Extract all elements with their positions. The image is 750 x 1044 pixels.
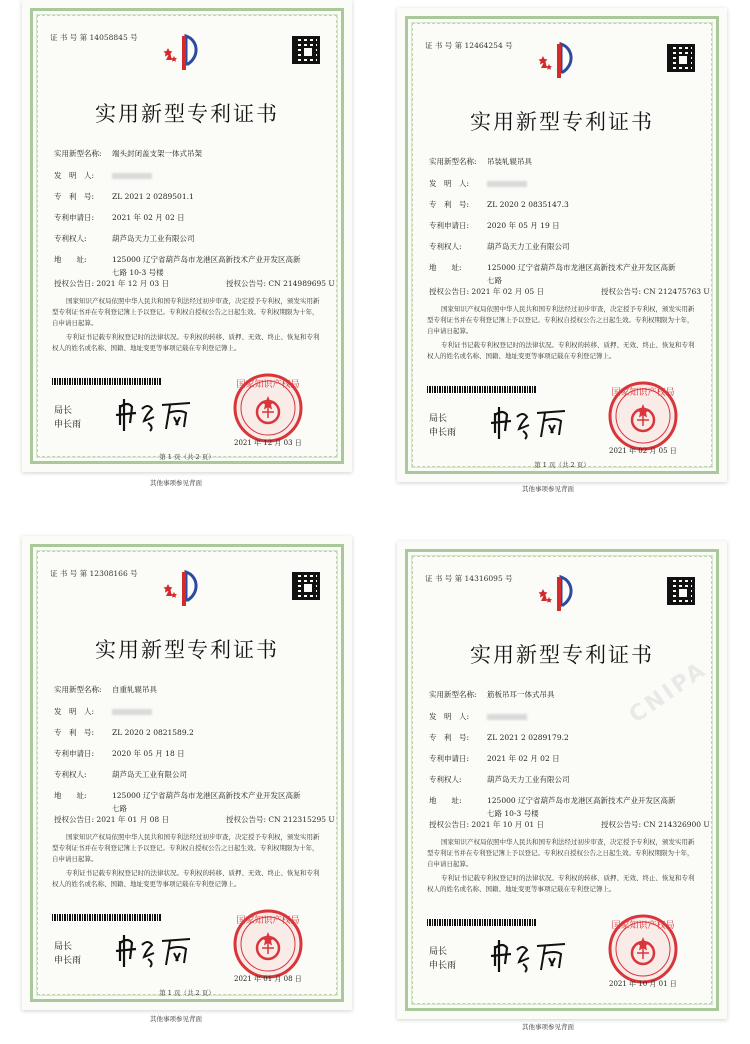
grant-date: 2021 年 01 月 08 日 [96, 815, 170, 824]
field-value: 吊装轧辊吊具 [487, 157, 532, 166]
utility-model-name [429, 689, 555, 700]
patent-number [54, 727, 194, 738]
qr-code-icon [667, 577, 695, 605]
director-name: 申长雨 [429, 428, 457, 438]
field-label: 专利申请日: [54, 213, 95, 222]
field-label: 授权公告日: [429, 820, 470, 829]
field-label: 专利权人: [54, 234, 87, 243]
certificate-3 [22, 536, 352, 1010]
director [429, 945, 456, 973]
patent-number [54, 191, 194, 202]
cnipa-logo-icon [162, 566, 206, 610]
field-label: 授权公告号: [601, 820, 642, 829]
field-value: 2020 年 05 月 19 日 [487, 221, 560, 230]
barcode [427, 919, 537, 926]
director [54, 940, 81, 968]
patentee [429, 774, 570, 785]
page-number: 第 1 页（共 2 页） [159, 453, 215, 461]
filing-date [54, 212, 185, 223]
grant-statement: 国家知识产权局依照中华人民共和国专利法经过初步审查，决定授予专利权，颁发实用新型专利证书并在专利登记簿上予以登记。专利权自授权公告之日起生效。专利权期限为十年，自申请日起算。 [427, 838, 695, 868]
director-signature-icon [489, 936, 579, 976]
seal-text: 国家知识产权局 [611, 921, 675, 931]
barcode [52, 378, 162, 385]
field-label: 专利申请日: [429, 221, 470, 230]
field-value: 葫芦岛天力工业有限公司 [487, 775, 570, 784]
field-label: 授权公告日: [54, 279, 95, 288]
patent-number [429, 732, 569, 743]
director-title: 局长 [54, 942, 73, 952]
field-label: 专利权人: [429, 775, 462, 784]
director [429, 412, 456, 440]
field-label: 地 址: [429, 796, 462, 805]
field-label: 授权公告号: [226, 815, 267, 824]
grant-date: 2021 年 02 月 05 日 [471, 287, 545, 296]
field-value: 125000 辽宁省葫芦岛市龙港区高新技术产业开发区高新 [487, 263, 676, 272]
legal-status-statement: 专利证书记载专利权登记时的法律状况。专利权的转移、质押、无效、终止、恢复和专利权人的姓名或名称、国籍、地址变更等事项记载在专利登记簿上。 [52, 869, 320, 888]
qr-code-icon [667, 44, 695, 72]
director-title: 局长 [429, 947, 448, 957]
barcode [427, 386, 537, 393]
director-signature-icon [489, 403, 579, 443]
field-value: 七路 10-3 号楼 [112, 268, 164, 277]
field-label: 发 明 人: [429, 712, 470, 721]
director-signature-icon [114, 931, 204, 971]
field-label: 地 址: [54, 255, 87, 264]
director-title: 局长 [429, 414, 448, 424]
field-label: 专利权人: [54, 770, 87, 779]
back-note-4: 其他事项参见背面 [522, 1023, 574, 1031]
certificate-number: 证 书 号 第 12464254 号 [425, 41, 513, 50]
page-number: 第 1 页（共 2 页） [534, 461, 590, 469]
field-label: 实用新型名称: [429, 690, 477, 699]
field-label: 专 利 号: [429, 200, 470, 209]
official-seal-icon [232, 372, 304, 444]
patentee [429, 241, 570, 252]
filing-date [54, 748, 185, 759]
qr-code-icon [292, 572, 320, 600]
field-value: 葫芦岛天力工业有限公司 [112, 234, 195, 243]
certificate-number: 证 书 号 第 14316095 号 [425, 574, 513, 583]
patentee [54, 769, 187, 780]
field-label: 授权公告日: [54, 815, 95, 824]
address [54, 254, 301, 278]
field-value: 七路 [487, 276, 502, 285]
seal-text: 国家知识产权局 [236, 380, 300, 390]
field-label: 授权公告号: [226, 279, 267, 288]
field-label: 实用新型名称: [429, 157, 477, 166]
announce-number: CN 214326900 U [643, 820, 710, 829]
filing-date [429, 220, 560, 231]
official-seal-icon [232, 908, 304, 980]
utility-model-name [429, 156, 532, 167]
grant-line [429, 286, 710, 297]
inventor [429, 178, 527, 189]
field-label: 发 明 人: [429, 179, 470, 188]
field-value: 七路 [112, 804, 127, 813]
grant-line [54, 278, 335, 289]
grant-date: 2021 年 12 月 03 日 [96, 279, 170, 288]
legal-status-statement: 专利证书记载专利权登记时的法律状况。专利权的转移、质押、无效、终止、恢复和专利权人的姓名或名称、国籍、地址变更等事项记载在专利登记簿上。 [427, 341, 695, 360]
redacted-inventor [487, 714, 527, 720]
grant-statement: 国家知识产权局依照中华人民共和国专利法经过初步审查，决定授予专利权，颁发实用新型专利证书并在专利登记簿上予以登记。专利权自授权公告之日起生效。专利权期限为十年，自申请日起算。 [52, 297, 320, 327]
legal-status-statement: 专利证书记载专利权登记时的法律状况。专利权的转移、质押、无效、终止、恢复和专利权人的姓名或名称、国籍、地址变更等事项记载在专利登记簿上。 [427, 874, 695, 893]
back-note-2: 其他事项参见背面 [522, 485, 574, 493]
seal-text: 国家知识产权局 [611, 388, 675, 398]
field-label: 授权公告日: [429, 287, 470, 296]
field-label: 专利申请日: [54, 749, 95, 758]
field-value: 125000 辽宁省葫芦岛市龙港区高新技术产业开发区高新 [112, 255, 301, 264]
director [54, 404, 81, 432]
grant-statement: 国家知识产权局依照中华人民共和国专利法经过初步审查，决定授予专利权，颁发实用新型专利证书并在专利登记簿上予以登记。专利权自授权公告之日起生效。专利权期限为十年，自申请日起算。 [52, 833, 320, 863]
grant-line [429, 819, 710, 830]
watermark: CNIPA [624, 656, 713, 729]
field-label: 专 利 号: [429, 733, 470, 742]
certificate-title: 实用新型专利证书 [470, 643, 654, 667]
issue-date: 2021 年 02 月 05 日 [609, 447, 677, 455]
patent-number [429, 199, 569, 210]
field-value: ZL 2021 2 0289501.1 [112, 192, 194, 201]
cnipa-logo-icon [537, 38, 581, 82]
issue-date: 2021 年 10 月 01 日 [609, 980, 677, 988]
field-value: 2021 年 02 月 02 日 [487, 754, 560, 763]
field-label: 发 明 人: [54, 707, 95, 716]
inventor [54, 170, 152, 181]
director-name: 申长雨 [429, 961, 457, 971]
page-number: 第 1 页（共 2 页） [159, 989, 215, 997]
back-note-1: 其他事项参见背面 [150, 479, 202, 487]
field-label: 专利权人: [429, 242, 462, 251]
back-note-3: 其他事项参见背面 [150, 1015, 202, 1023]
field-label: 授权公告号: [601, 287, 642, 296]
utility-model-name [54, 684, 157, 695]
legal-status-statement: 专利证书记载专利权登记时的法律状况。专利权的转移、质押、无效、终止、恢复和专利权人的姓名或名称、国籍、地址变更等事项记载在专利登记簿上。 [52, 333, 320, 352]
cnipa-logo-icon [162, 30, 206, 74]
seal-text: 国家知识产权局 [236, 916, 300, 926]
utility-model-name [54, 148, 202, 159]
field-label: 发 明 人: [54, 171, 95, 180]
field-value: ZL 2020 2 0835147.3 [487, 200, 569, 209]
address [54, 790, 301, 814]
field-label: 地 址: [429, 263, 462, 272]
certificate-4 [397, 541, 727, 1019]
issue-date: 2021 年 01 月 08 日 [234, 975, 302, 983]
field-value: 葫芦岛天工业有限公司 [112, 770, 187, 779]
director-name: 申长雨 [54, 420, 82, 430]
certificate-title: 实用新型专利证书 [95, 638, 279, 662]
field-value: 自重轧辊吊具 [112, 685, 157, 694]
certificate-1 [22, 0, 352, 472]
inventor [429, 711, 527, 722]
field-value: 筋板吊耳一体式吊具 [487, 690, 555, 699]
certificate-title: 实用新型专利证书 [95, 102, 279, 126]
certificate-number: 证 书 号 第 14058845 号 [50, 33, 138, 42]
field-value: 端头封闭盖支架一体式吊架 [112, 149, 202, 158]
grant-date: 2021 年 10 月 01 日 [471, 820, 545, 829]
barcode [52, 914, 162, 921]
redacted-inventor [112, 709, 152, 715]
certificate-number: 证 书 号 第 12308166 号 [50, 569, 138, 578]
redacted-inventor [112, 173, 152, 179]
official-seal-icon [607, 913, 679, 985]
announce-number: CN 212315295 U [268, 815, 335, 824]
issue-date: 2021 年 12 月 03 日 [234, 439, 302, 447]
address [429, 795, 676, 819]
director-signature-icon [114, 395, 204, 435]
grant-statement: 国家知识产权局依照中华人民共和国专利法经过初步审查，决定授予专利权，颁发实用新型专利证书并在专利登记簿上予以登记。专利权自授权公告之日起生效。专利权期限为十年，自申请日起算。 [427, 305, 695, 335]
redacted-inventor [487, 181, 527, 187]
field-value: ZL 2020 2 0821589.2 [112, 728, 194, 737]
announce-number: CN 214989695 U [268, 279, 335, 288]
director-name: 申长雨 [54, 956, 82, 966]
field-value: 七路 10-3 号楼 [487, 809, 539, 818]
field-value: 葫芦岛天力工业有限公司 [487, 242, 570, 251]
official-seal-icon [607, 380, 679, 452]
certificate-2 [397, 8, 727, 482]
patentee [54, 233, 195, 244]
field-value: 125000 辽宁省葫芦岛市龙港区高新技术产业开发区高新 [487, 796, 676, 805]
field-value: ZL 2021 2 0289179.2 [487, 733, 569, 742]
field-value: 2021 年 02 月 02 日 [112, 213, 185, 222]
address [429, 262, 676, 286]
field-label: 专 利 号: [54, 192, 95, 201]
field-label: 地 址: [54, 791, 87, 800]
field-value: 125000 辽宁省葫芦岛市龙港区高新技术产业开发区高新 [112, 791, 301, 800]
director-title: 局长 [54, 406, 73, 416]
field-label: 专利申请日: [429, 754, 470, 763]
certificate-title: 实用新型专利证书 [470, 110, 654, 134]
announce-number: CN 212475763 U [643, 287, 710, 296]
field-label: 实用新型名称: [54, 149, 102, 158]
field-label: 实用新型名称: [54, 685, 102, 694]
qr-code-icon [292, 36, 320, 64]
cnipa-logo-icon [537, 571, 581, 615]
grant-line [54, 814, 335, 825]
field-value: 2020 年 05 月 18 日 [112, 749, 185, 758]
filing-date [429, 753, 560, 764]
field-label: 专 利 号: [54, 728, 95, 737]
inventor [54, 706, 152, 717]
